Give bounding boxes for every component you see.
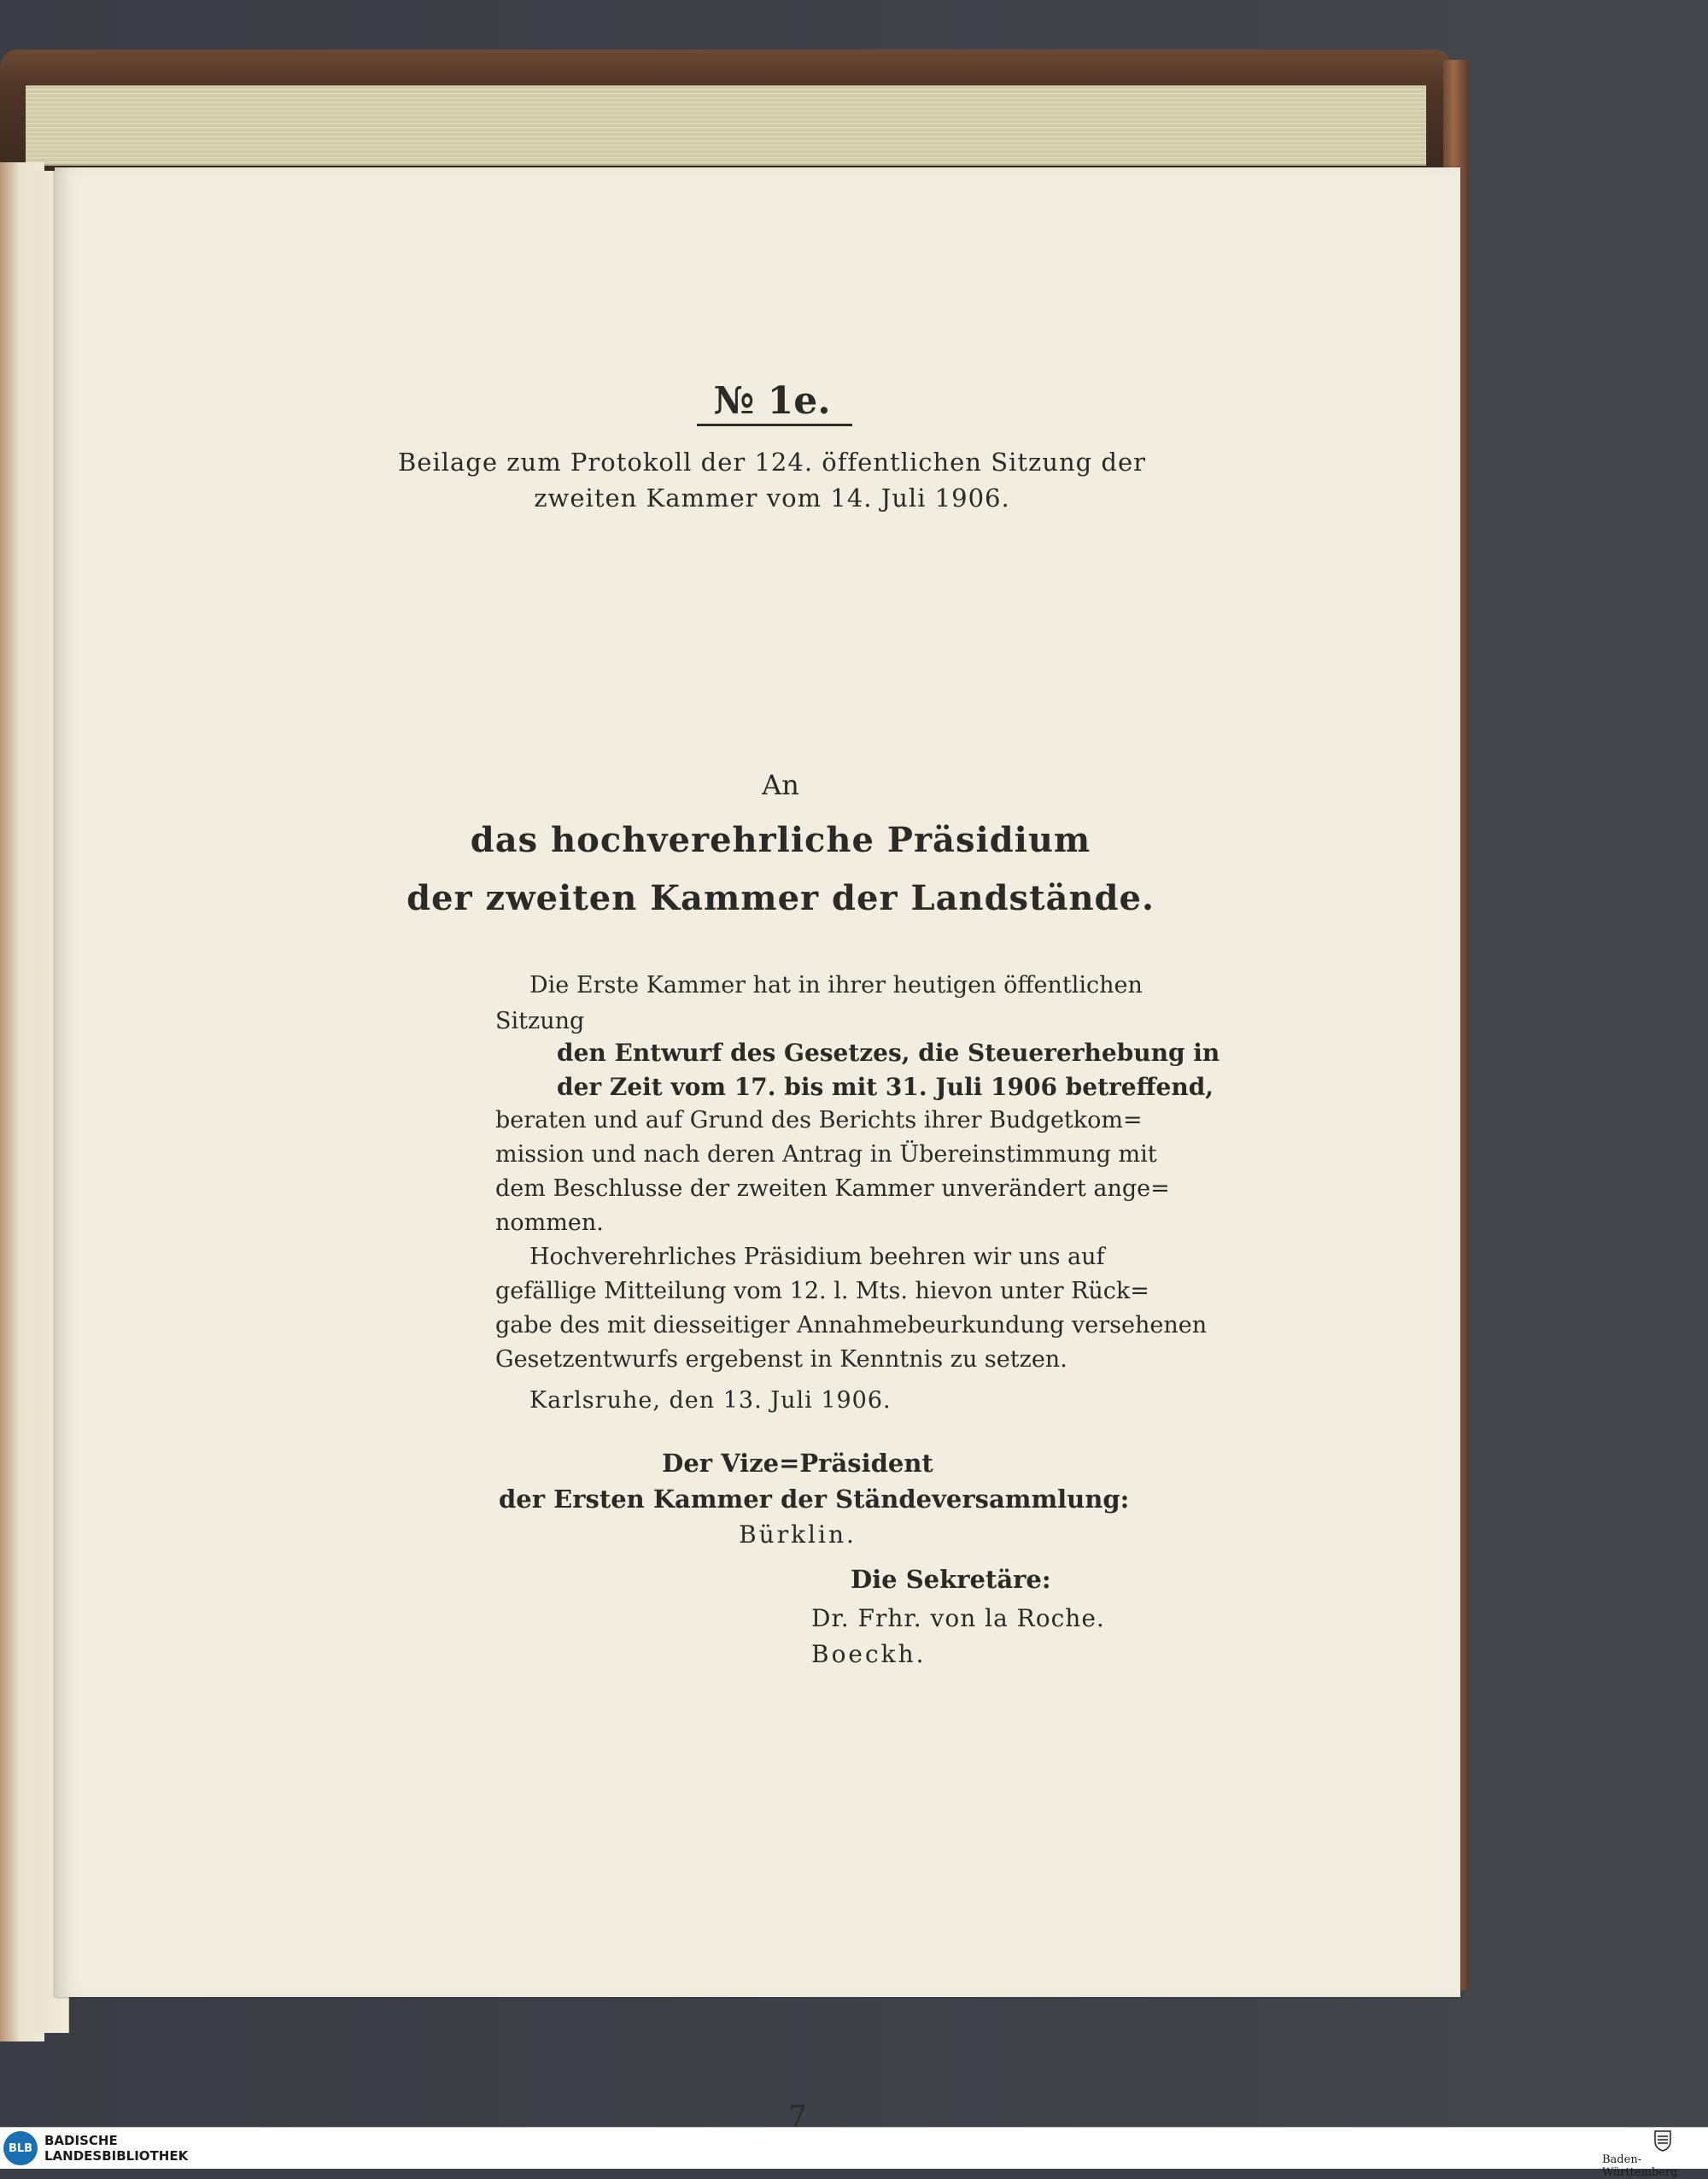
body-line: Hochverehrliches Präsidium beehren wir uns auf [529,1244,1105,1270]
body-line: beraten und auf Grund des Berichts ihrer Budgetkom= [495,1107,1143,1133]
place-date: Karlsruhe, den 13. Juli 1906. [529,1387,892,1414]
body-line: Die Erste Kammer hat in ihrer heutigen öffentlichen [529,972,1143,999]
body-line: Sitzung [495,1008,585,1034]
number-underline [697,424,852,426]
subtitle-line-2: zweiten Kammer vom 14. Juli 1906. [534,483,1010,513]
address-to: An [762,769,799,801]
body-line: gabe des mit diesseitiger Annahmebeurkundung versehenen [495,1312,1208,1338]
body-line: gefällige Mitteilung vom 12. l. Mts. hievon unter Rück= [495,1278,1149,1304]
library-name-line-2: LANDESBIBLIOTHEK [44,2148,189,2164]
page-number: 7 [788,2100,807,2127]
document-page [55,167,1460,2127]
signature-title-1: Der Vize=Präsident [662,1449,933,1478]
body-line: dem Beschlusse der zweiten Kammer unverändert ange= [495,1175,1170,1202]
state-label: Baden-Württemberg [1602,2153,1678,2179]
body-line-bold: der Zeit vom 17. bis mit 31. Juli 1906 betreffend, [557,1073,1214,1101]
body-line-bold: den Entwurf des Gesetzes, die Steuererhebung in [557,1039,1220,1067]
blb-logo[interactable]: BLB [3,2131,38,2165]
signature-name: Bürklin. [739,1520,857,1549]
secretary-name-2: Boeckh. [811,1640,927,1668]
footer-bar [0,2127,1708,2179]
coat-of-arms-icon [1653,2129,1672,2152]
document-number: № 1e. [713,379,831,423]
address-line-1: das hochverehrliche Präsidium [470,820,1091,860]
subtitle-line-1: Beilage zum Protokoll der 124. öffentlichen Sitzung der [397,448,1147,477]
secretaries-title: Die Sekretäre: [851,1565,1051,1594]
library-name-line-1: BADISCHE [44,2133,118,2148]
secretary-name-1: Dr. Frhr. von la Roche. [811,1604,1105,1632]
page-edges [26,85,1426,166]
signature-title-2: der Ersten Kammer der Ständeversammlung: [499,1485,1130,1514]
address-line-2: der zweiten Kammer der Landstände. [407,878,1155,918]
body-line: mission und nach deren Antrag in Übereinstimmung mit [495,1141,1157,1168]
body-line: nommen. [495,1210,604,1236]
library-name [44,2133,188,2164]
body-line: Gesetzentwurfs ergebenst in Kenntnis zu setzen. [495,1346,1068,1373]
